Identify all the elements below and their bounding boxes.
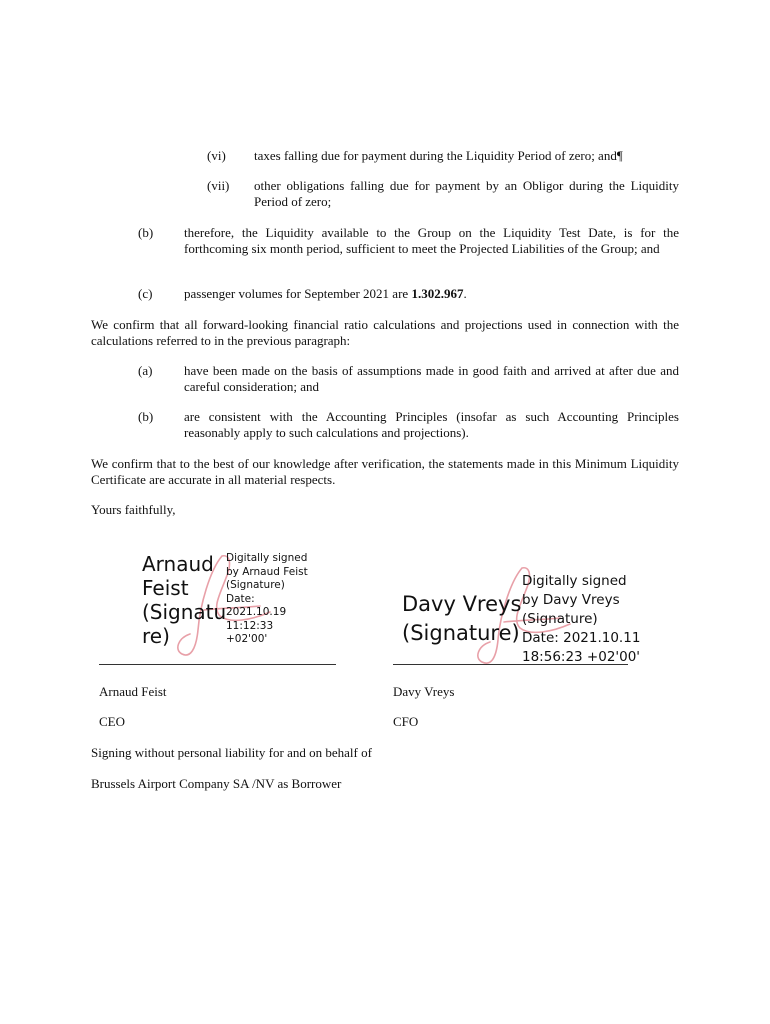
passenger-volume-value: 1.302.967 [411, 286, 464, 301]
signature-details: Digitally signed by Arnaud Feist (Signature) Date: 2021.10.19 11:12:33 +02'00' [226, 552, 308, 645]
sub-item-text: are consistent with the Accounting Principles (insofar as such Accounting Principles reasonably apply to such calculations and projections). [184, 409, 679, 440]
signature-line [393, 664, 628, 665]
signer-large-name: Arnaud Feist (Signatu re) [142, 552, 227, 648]
list-item-text: therefore, the Liquidity available to the Group on the Liquidity Test Date, is for the forthcoming six month period, sufficient to meet the Projected Liabilities of the Group; and [184, 225, 679, 256]
signature-details: Digitally signed by Davy Vreys (Signature) Date: 2021.10.11 18:56:23 +02'00' [522, 573, 641, 665]
list-item-text: taxes falling due for payment during the Liquidity Period of zero; and¶ [254, 148, 623, 163]
sub-item-label: (b) [138, 409, 154, 424]
closing-salutation: Yours faithfully, [91, 502, 176, 517]
paragraph-confirmation: We confirm that to the best of our knowledge after verification, the statements made in this Minimum Liquidity Certificate are accurate in all material respects. [91, 456, 679, 487]
list-item-label: (b) [138, 225, 154, 240]
list-item-label: (vi) [207, 148, 226, 163]
paragraph-forward-looking: We confirm that all forward-looking financial ratio calculations and projections used in connection with the calculations referred to in the previous paragraph: [91, 317, 679, 348]
liability-statement: Signing without personal liability for and on behalf of [91, 745, 372, 760]
signature-line [99, 664, 336, 665]
sub-item-text: have been made on the basis of assumptions made in good faith and arrived at after due and careful consideration; and [184, 363, 679, 394]
borrower-statement: Brussels Airport Company SA /NV as Borrower [91, 776, 342, 791]
signer-name-cfo: Davy Vreys [393, 684, 455, 699]
list-item-label: (vii) [207, 178, 230, 193]
sub-item-label: (a) [138, 363, 153, 378]
digital-signature-ceo [140, 548, 360, 660]
signer-large-name: Davy Vreys (Signature) [402, 592, 522, 645]
list-item-text: other obligations falling due for payment by an Obligor during the Liquidity Period of zero; [254, 178, 679, 209]
list-item-text: passenger volumes for September 2021 are 1.302.967. [184, 286, 467, 301]
signer-title-ceo: CEO [99, 714, 125, 729]
list-item-label: (c) [138, 286, 153, 301]
signer-name-ceo: Arnaud Feist [99, 684, 167, 699]
digital-signature-cfo [400, 568, 650, 664]
signer-title-cfo: CFO [393, 714, 419, 729]
